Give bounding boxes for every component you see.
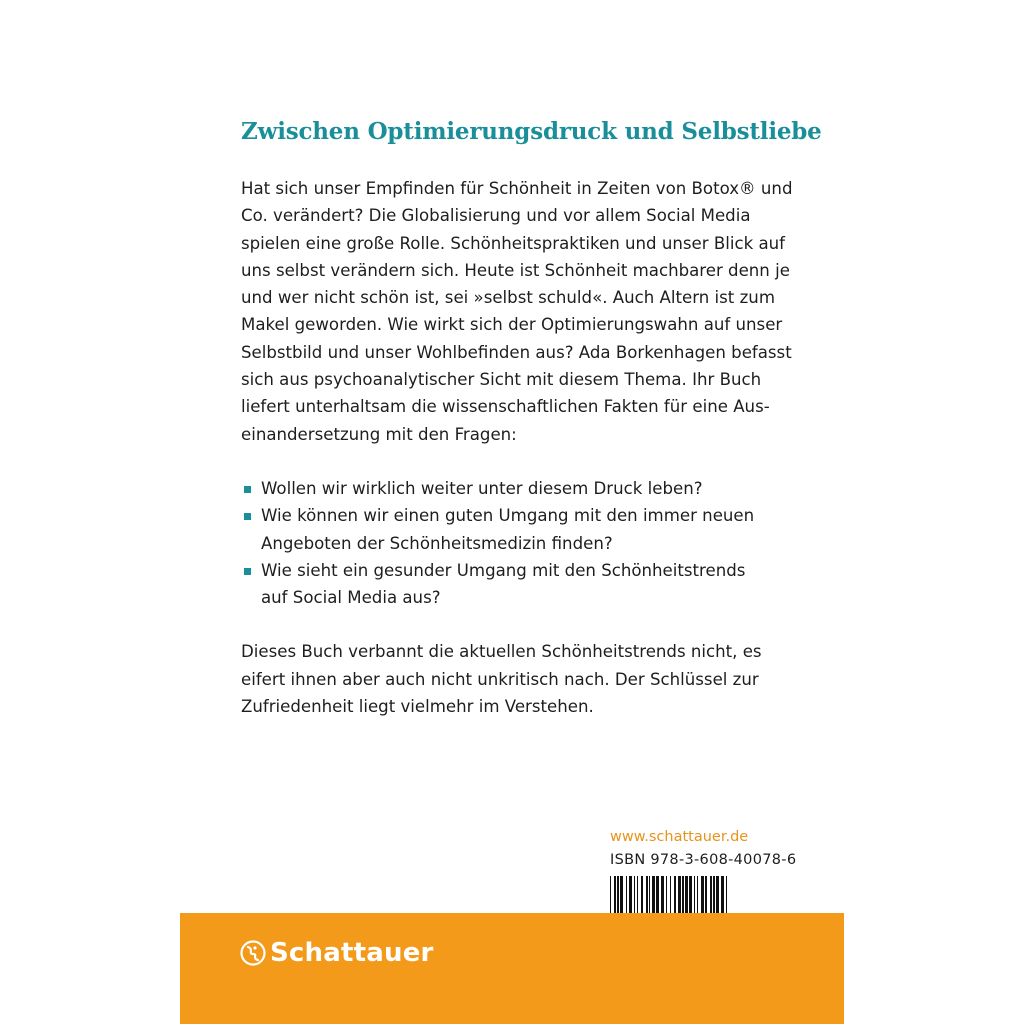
barcode-bar: [649, 876, 650, 913]
barcode-bar: [694, 876, 695, 913]
barcode-bar: [678, 876, 681, 913]
barcode-bar: [656, 876, 659, 913]
barcode-bar: [670, 876, 671, 913]
barcode-bar: [646, 876, 648, 913]
barcode-bar: [674, 876, 676, 913]
barcode-bar: [689, 876, 692, 913]
paragraph-line: uns selbst verändern sich. Heute ist Schönheit machbarer denn je: [241, 260, 790, 280]
barcode-bar: [666, 876, 667, 913]
paragraph-line: Makel geworden. Wie wirkt sich der Optimierungswahn auf unser: [241, 315, 783, 335]
barcode-bar: [629, 876, 632, 913]
cover-content: [241, 118, 822, 720]
barcode-bar: [641, 876, 643, 913]
barcode-bar: [726, 876, 727, 913]
list-item-line: Wie sieht ein gesunder Umgang mit den Schönheitstrends: [261, 560, 746, 580]
barcode-bar: [634, 876, 635, 913]
list-item-line: Wollen wir wirklich weiter unter diesem Druck leben?: [261, 478, 703, 498]
barcode-bar: [716, 876, 719, 913]
barcode-bar: [620, 876, 623, 913]
list-item-line: Wie können wir einen guten Umgang mit den immer neuen: [261, 506, 755, 526]
publisher-name: Schattauer: [270, 938, 434, 968]
list-item-line: auf Social Media aus?: [261, 588, 441, 608]
barcode-bar: [614, 876, 616, 913]
barcode-bar: [617, 876, 619, 913]
barcode-bar: [713, 876, 715, 913]
barcode-bar: [626, 876, 627, 913]
barcode-bar: [705, 876, 707, 913]
paragraph-line: einandersetzung mit den Fragen:: [241, 424, 517, 444]
paragraph-line: Co. verändert? Die Globalisierung und vor allem Social Media: [241, 206, 751, 226]
intro-paragraph: [241, 175, 801, 448]
book-back-cover: [180, 0, 844, 1024]
paragraph-line: Selbstbild und unser Wohlbefinden aus? Ada Borkenhagen befasst: [241, 342, 792, 362]
barcode-bar: [710, 876, 712, 913]
barcode-bar: [661, 876, 664, 913]
list-item-line: Angeboten der Schönheitsmedizin finden?: [261, 533, 613, 553]
barcode-bar: [637, 876, 638, 913]
barcode-bar: [697, 876, 698, 913]
list-item: [241, 502, 801, 557]
paragraph-line: Hat sich unser Empfinden für Schönheit in Zeiten von Botox® und: [241, 179, 793, 198]
barcode-bar: [685, 876, 688, 913]
barcode-bar: [701, 876, 704, 913]
list-item: [241, 475, 801, 502]
square-bullet-icon: [244, 486, 251, 493]
publisher-website[interactable]: www.schattauer.de: [610, 829, 749, 845]
paragraph-line: eifert ihnen aber auch nicht unkritisch nach. Der Schlüssel zur: [241, 669, 759, 689]
list-item: [241, 557, 801, 612]
barcode-bar: [652, 876, 655, 913]
barcode: [610, 876, 785, 913]
barcode-bar: [721, 876, 724, 913]
paragraph-line: liefert unterhaltsam die wissenschaftlichen Fakten für eine Aus-: [241, 397, 770, 417]
book-title: Zwischen Optimierungsdruck und Selbstliebe: [241, 118, 822, 145]
barcode-bar: [682, 876, 684, 913]
closing-paragraph: [241, 638, 801, 720]
paragraph-line: sich aus psychoanalytischer Sicht mit diesem Thema. Ihr Buch: [241, 370, 762, 390]
question-list: [241, 475, 801, 611]
publisher-logo: [240, 935, 434, 971]
paragraph-line: Dieses Buch verbannt die aktuellen Schönheitstrends nicht, es: [241, 642, 762, 662]
publisher-footer-band: [180, 913, 844, 1024]
isbn-number: ISBN 978-3-608-40078-6: [610, 852, 797, 868]
schattauer-logo-icon: [240, 940, 266, 966]
paragraph-line: spielen eine große Rolle. Schönheitspraktiken und unser Blick auf: [241, 233, 785, 253]
paragraph-line: Zufriedenheit liegt vielmehr im Verstehen.: [241, 697, 594, 717]
square-bullet-icon: [244, 568, 251, 575]
barcode-bar: [610, 876, 611, 913]
paragraph-line: und wer nicht schön ist, sei »selbst schuld«. Auch Altern ist zum: [241, 288, 775, 308]
square-bullet-icon: [244, 513, 251, 520]
